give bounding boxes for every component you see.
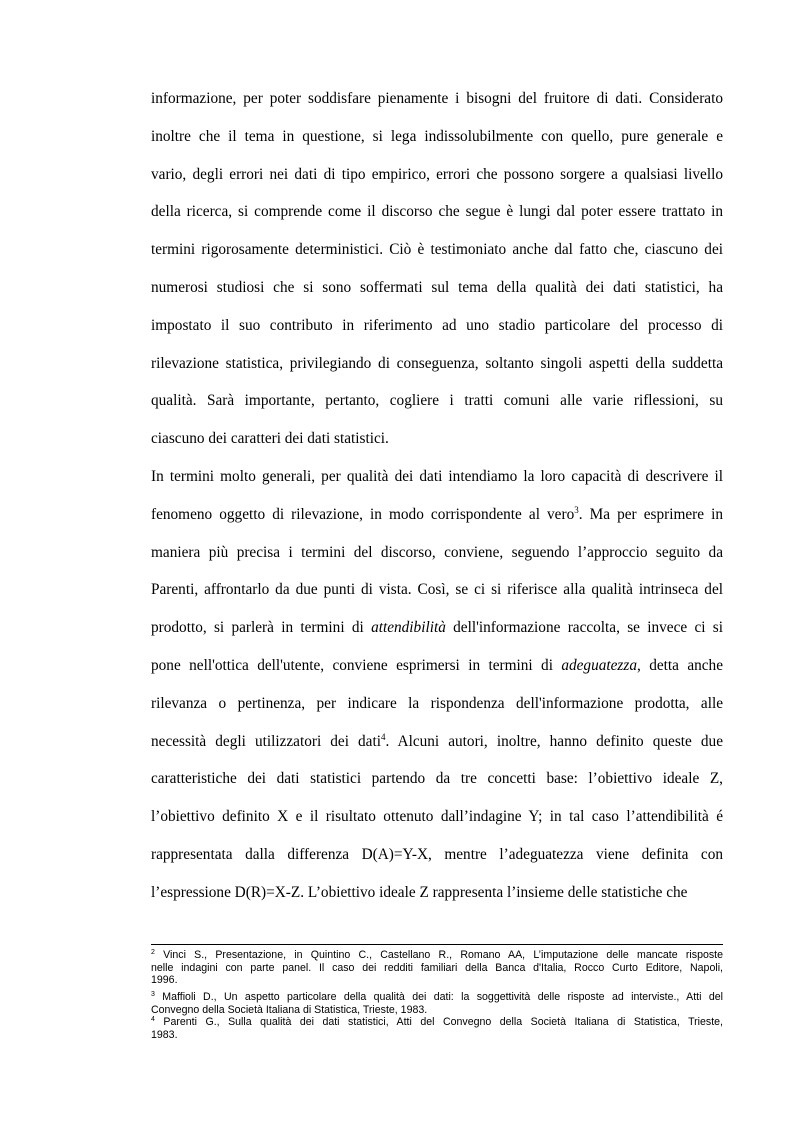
body-line: della ricerca, si comprende come il discorso che segue è lungi dal poter essere trattato in bbox=[151, 203, 723, 221]
footnote-separator bbox=[151, 944, 723, 945]
footnote-text: Vinci S., Presentazione, in Quintino C., Castellano R., Romano AA, L’imputazione delle mancate risposte bbox=[163, 949, 723, 961]
body-line bbox=[151, 656, 723, 676]
footnote-text: 1996. bbox=[151, 974, 178, 986]
body-line: vario, degli errori nei dati di tipo empirico, errori che possono sorgere a qualsiasi livello bbox=[151, 165, 723, 183]
body-line: impostato il suo contributo in riferimento ad uno stadio particolare del processo di bbox=[151, 316, 723, 334]
body-line: qualità. Sarà importante, pertanto, cogliere i tratti comuni alle varie riflessioni, su bbox=[151, 392, 723, 410]
body-text-run: necessità degli utilizzatori dei dati bbox=[151, 732, 381, 750]
footnote-reference[interactable]: 4 bbox=[380, 731, 386, 742]
footnote-text: 1983. bbox=[151, 1028, 178, 1041]
body-line: numerosi studiosi che si sono soffermati sul tema della qualità dei dati statistici, ha bbox=[151, 279, 723, 296]
footnote-reference[interactable]: 3 bbox=[574, 504, 579, 515]
body-line: maniera più precisa i termini del discorso, conviene, seguendo l’approccio seguito da bbox=[151, 543, 723, 561]
footnote-line bbox=[151, 991, 723, 1004]
footnote-line bbox=[151, 949, 723, 962]
body-text-run: pone nell'ottica dell'utente, conviene esprimersi in termini di bbox=[151, 657, 562, 674]
footnote-text: Parenti G., Sulla qualità dei dati statistici, Atti del Convegno della Società Italiana di Statistica, Trieste, bbox=[163, 1016, 723, 1028]
footnote-number: 3 bbox=[151, 991, 155, 998]
body-text-run: fenomeno oggetto di rilevazione, in modo corrispondente al vero bbox=[151, 505, 575, 523]
body-line: In termini molto generali, per qualità dei dati intendiamo la loro capacità di descrivere il bbox=[151, 468, 723, 485]
body-line: informazione, per poter soddisfare pienamente i bisogni del fruitore di dati. Considerato bbox=[151, 90, 723, 107]
body-text-run: prodotto, si parlerà in termini di bbox=[151, 619, 372, 637]
body-text-run: . Alcuni autori, inoltre, hanno definito queste due bbox=[385, 732, 723, 750]
body-line: rilevanza o pertinenza, per indicare la rispondenza dell'informazione prodotta, alle bbox=[151, 694, 723, 712]
body-line bbox=[151, 505, 723, 525]
footnote-text: Convegno della Società Italiana di Statistica, Trieste, 1983. bbox=[151, 1003, 428, 1016]
body-line: rappresentata dalla differenza D(A)=Y-X, mentre l’adeguatezza viene definita con bbox=[151, 846, 723, 863]
emphasized-term: adeguatezza bbox=[561, 657, 637, 674]
body-line bbox=[151, 618, 723, 638]
body-line: inoltre che il tema in questione, si lega indissolubilmente con quello, pure generale e bbox=[151, 127, 723, 145]
body-line: rilevazione statistica, privilegiando di conseguenza, soltanto singoli aspetti della suddetta bbox=[151, 354, 723, 372]
footnote-line bbox=[151, 1004, 723, 1017]
body-line: l’espressione D(R)=X-Z. L’obiettivo ideale Z rappresenta l’insieme delle statistiche che bbox=[151, 883, 688, 901]
footnote-line bbox=[151, 1029, 723, 1042]
body-line: termini rigorosamente deterministici. Ciò è testimoniato anche dal fatto che, ciascuno dei bbox=[151, 241, 723, 259]
footnote-number: 2 bbox=[151, 949, 155, 956]
body-line: caratteristiche dei dati statistici partendo da tre concetti base: l’obiettivo ideale Z, bbox=[151, 770, 723, 788]
body-text-run: dell'informazione raccolta, se invece ci si bbox=[445, 619, 723, 637]
body-line bbox=[151, 732, 723, 752]
emphasized-term: attendibilità bbox=[371, 619, 446, 637]
body-text-run: . Ma per esprimere in bbox=[578, 505, 723, 523]
body-line: ciascuno dei caratteri dei dati statistici. bbox=[151, 430, 389, 448]
footnote-number: 4 bbox=[151, 1016, 155, 1023]
footnote-text: Maffioli D., Un aspetto particolare della qualità dei dati: la soggettività delle risposte ad interviste., Atti del bbox=[162, 991, 723, 1003]
footnote-line bbox=[151, 1016, 723, 1029]
footnote-text: nelle indagini con parte panel. Il caso dei redditi familiari della Banca d'Italia, Rocco Curto Editore, Napoli, bbox=[151, 961, 723, 974]
body-line: l’obiettivo definito X e il risultato ottenuto dall’indagine Y; in tal caso l’attendibilità é bbox=[151, 808, 723, 826]
body-line: Parenti, affrontarlo da due punti di vista. Così, se ci si riferisce alla qualità intrinseca del bbox=[151, 581, 723, 599]
footnote-line bbox=[151, 962, 723, 975]
footnote-line bbox=[151, 974, 723, 987]
body-text-run: , detta anche bbox=[636, 657, 723, 674]
